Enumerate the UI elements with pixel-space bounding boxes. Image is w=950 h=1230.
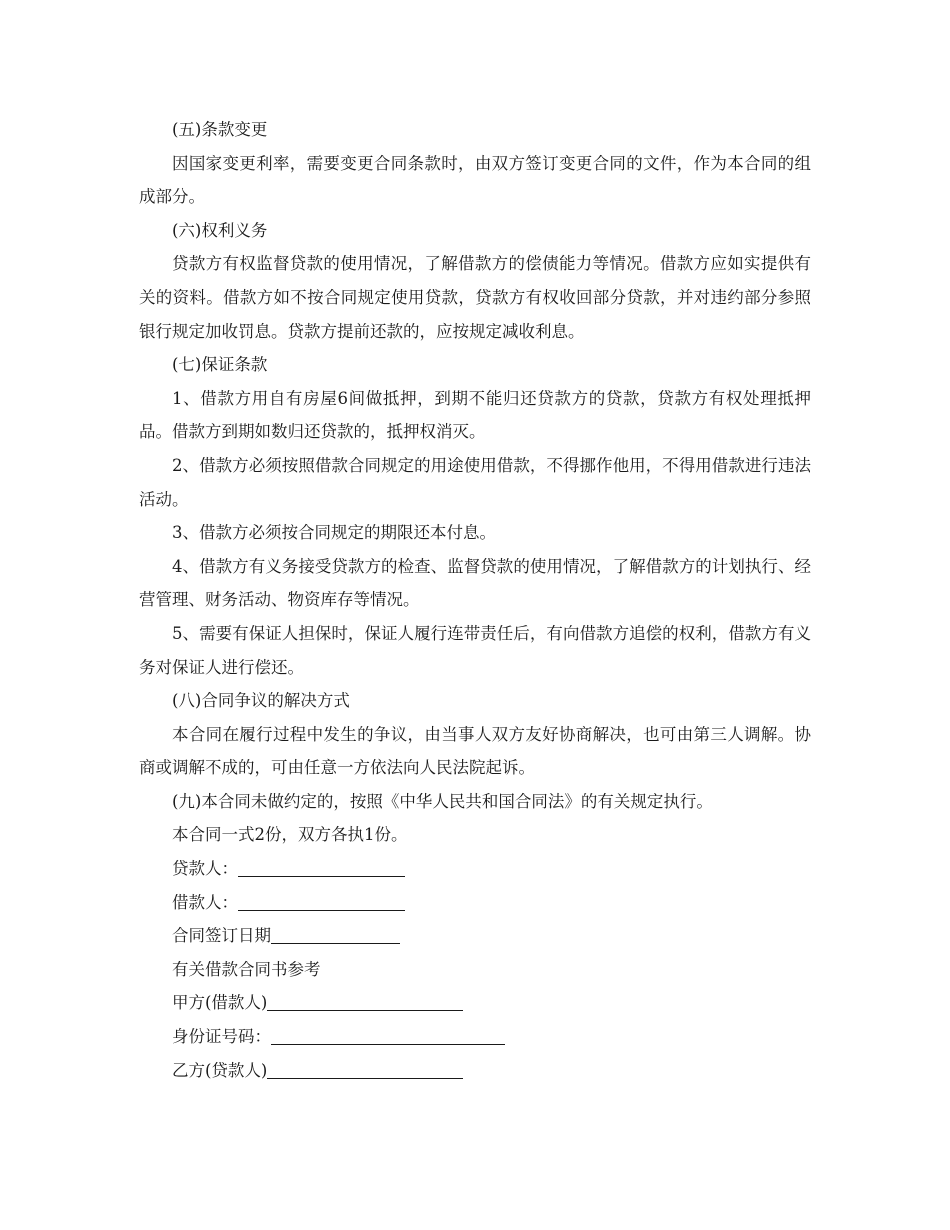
party-b-blank [267,1060,463,1079]
clause-heading-7: (七)保证条款 [172,355,268,375]
guarantee-item-5: 5、需要有保证人担保时，保证人履行连带责任后，有向借款方追偿的权利，借款方有义务对保证人进行偿还。 [139,623,811,677]
clause-heading-8: (八)合同争议的解决方式 [172,691,350,711]
party-a-line [139,986,811,1020]
clause-9-text: (九)本合同未做约定的，按照《中华人民共和国合同法》的有关规定执行。 [172,791,713,811]
sign-date-label: 合同签订日期 [172,926,271,946]
party-b-line [139,1054,811,1088]
reference-title: 有关借款合同书参考 [172,959,321,979]
guarantee-item-1: 1、借款方用自有房屋6间做抵押，到期不能归还贷款方的贷款，贷款方有权处理抵押品。借款方到期如数归还贷款的，抵押权消灭。 [139,388,811,442]
id-number-blank [271,1026,505,1045]
clause-6-text: 贷款方有权监督贷款的使用情况，了解借款方的偿债能力等情况。借款方应如实提供有关的资料。借款方如不按合同规定使用贷款，贷款方有权收回部分贷款，并对违约部分参照银行规定加收罚息。贷款方提前还款的，应按规定减收利息。 [139,254,811,341]
guarantee-item-4: 4、借款方有义务接受贷款方的检查、监督贷款的使用情况，了解借款方的计划执行、经营管理、财务活动、物资库存等情况。 [139,556,811,610]
clause-heading-6: (六)权利义务 [172,220,268,240]
borrower-blank [238,892,405,911]
borrower-label: 借款人： [172,892,238,912]
document-body [139,113,811,1087]
clause-5-text: 因国家变更利率，需要变更合同条款时，由双方签订变更合同的文件，作为本合同的组成部分。 [139,153,811,207]
guarantee-item-2: 2、借款方必须按照借款合同规定的用途使用借款，不得挪作他用，不得用借款进行违法活动。 [139,455,811,509]
lender-label: 贷款人： [172,859,238,879]
clause-8-text: 本合同在履行过程中发生的争议，由当事人双方友好协商解决，也可由第三人调解。协商或调解不成的，可由任意一方依法向人民法院起诉。 [139,724,811,778]
lender-signature-line [139,852,811,886]
sign-date-blank [271,925,400,944]
party-b-label: 乙方(贷款人) [172,1060,268,1080]
guarantee-item-3: 3、借款方必须按合同规定的期限还本付息。 [172,523,496,543]
copies-statement: 本合同一式2份，双方各执1份。 [172,825,408,845]
party-a-label: 甲方(借款人) [172,993,268,1013]
borrower-signature-line [139,886,811,920]
lender-blank [238,858,405,877]
party-a-blank [267,992,463,1011]
clause-heading-5: (五)条款变更 [172,120,268,139]
sign-date-line [139,919,811,953]
id-number-line [139,1020,811,1054]
id-number-label: 身份证号码： [172,1027,271,1047]
